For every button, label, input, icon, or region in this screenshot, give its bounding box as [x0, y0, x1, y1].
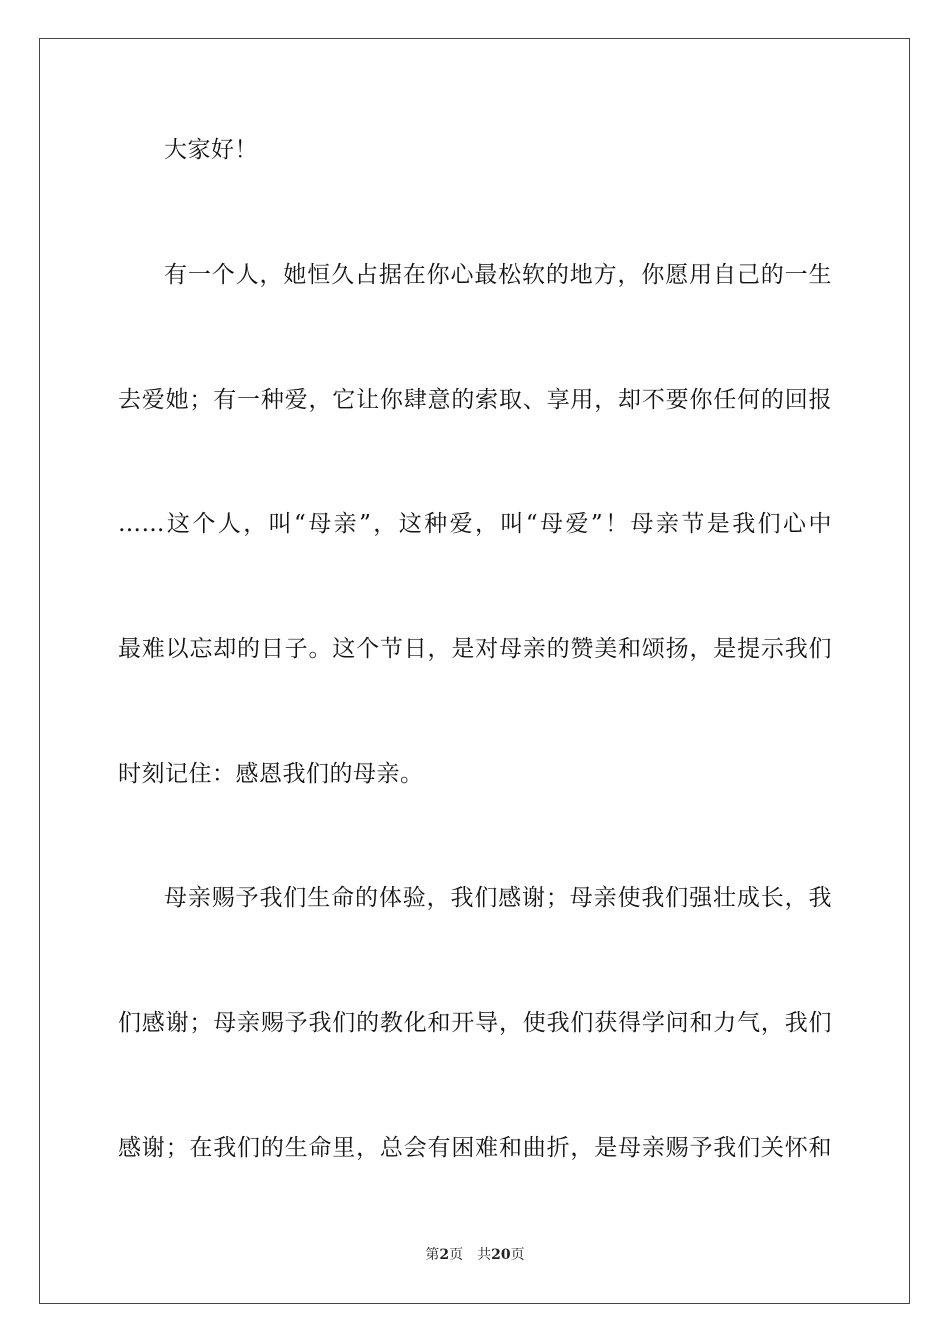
footer-total-prefix: 共 [477, 1247, 492, 1263]
footer-page-suffix: 页 [449, 1247, 464, 1263]
paragraph-2-line-2: 们感谢；母亲赐予我们的教化和开导，使我们获得学问和力气，我们 [118, 1010, 832, 1036]
paragraph-1-line-3: ……这个人，叫“母亲”，这种爱，叫“母爱”！母亲节是我们心中 [118, 511, 832, 537]
footer-total-suffix: 页 [510, 1247, 525, 1263]
page-footer [0, 1245, 950, 1265]
paragraph-2-line-1: 母亲赐予我们生命的体验，我们感谢；母亲使我们强壮成长，我 [164, 885, 832, 911]
paragraph-1-line-2: 去爱她；有一种爱，它让你肆意的索取、享用，却不要你任何的回报 [118, 387, 832, 413]
greeting-line: 大家好！ [164, 137, 258, 163]
paragraph-1-line-1: 有一个人，她恒久占据在你心最松软的地方，你愿用自己的一生 [164, 262, 832, 288]
paragraph-1-line-5: 时刻记住：感恩我们的母亲。 [118, 761, 424, 787]
footer-page-prefix: 第 [425, 1247, 440, 1263]
paragraph-2-line-3: 感谢；在我们的生命里，总会有困难和曲折，是母亲赐予我们关怀和 [118, 1135, 832, 1161]
footer-page-number: 2 [439, 1247, 450, 1263]
paragraph-1-line-4: 最难以忘却的日子。这个节日，是对母亲的赞美和颂扬，是提示我们 [118, 636, 832, 662]
footer-total-pages: 20 [491, 1247, 511, 1263]
page-frame [39, 38, 910, 1304]
